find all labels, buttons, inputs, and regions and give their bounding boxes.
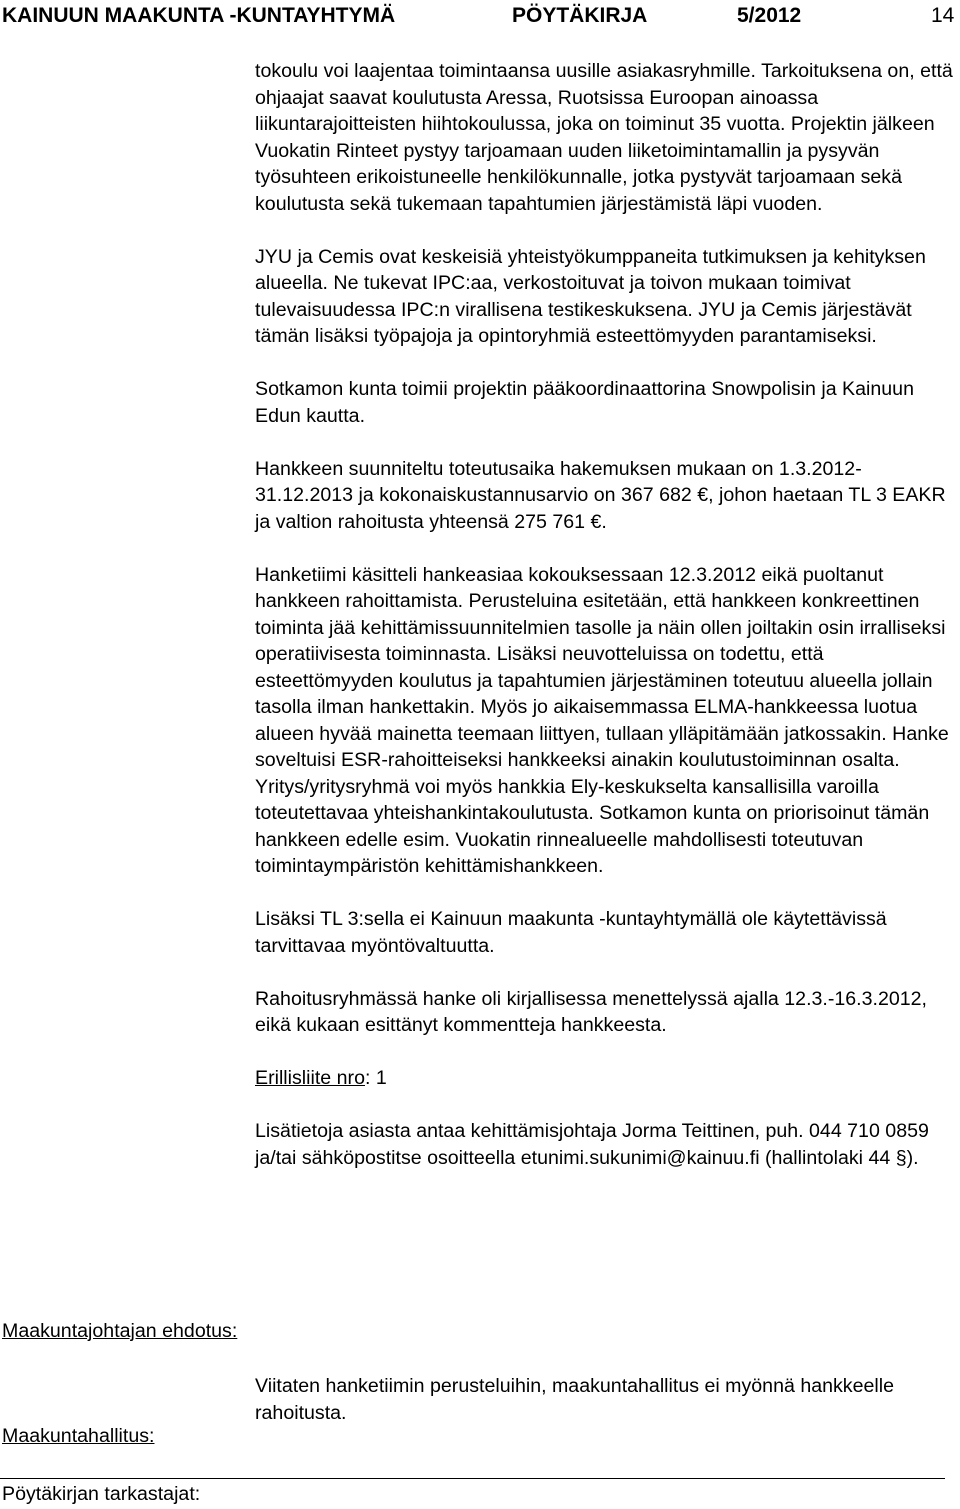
- paragraph-proposal: Viitaten hanketiimin perusteluihin, maakuntahallitus ei myönnä hankkeelle rahoitusta.: [255, 1375, 894, 1424]
- paragraph-authorization: Lisäksi TL 3:sella ei Kainuun maakunta -kuntayhtymällä ole käytettävissä tarvittavaa myöntövaltuutta.: [255, 908, 887, 957]
- label-director-proposal: Maakuntajohtajan ehdotus:: [2, 1320, 238, 1342]
- attachment-line: [255, 1065, 958, 1092]
- divider-line: [0, 1478, 945, 1479]
- paragraph-partners: JYU ja Cemis ovat keskeisiä yhteistyökumppaneita tutkimuksen ja kehityksen alueella. Ne tukevat IPC:aa, verkostoituvat ja toivon mukaan toimivat tulevaisuudessa IPC:n virallisena testikeskuksena. JYU ja Cemis järjestävät tämän lisäksi työpajoja ja opintoryhmiä esteettömyyden parantamiseksi.: [255, 245, 926, 347]
- document-type: PÖYTÄKIRJA: [512, 4, 648, 27]
- document-body: [255, 58, 958, 1171]
- label-minutes-reviewers: Pöytäkirjan tarkastajat:: [2, 1483, 201, 1505]
- document-number: 5/2012: [737, 4, 802, 27]
- label-regional-board: Maakuntahallitus:: [2, 1425, 155, 1447]
- page-header: [0, 0, 960, 30]
- paragraph-team-review: Hanketiimi käsitteli hankeasiaa kokouksessaan 12.3.2012 eikä puoltanut hankkeen rahoittamista. Perusteluina esitetään, että hankkeen konkreettinen toiminta jää kehittämissuunnitelmien tasolle ja näin ollen joiltakin osin irralliseksi operatiivisesta toiminnasta. Lisäksi neuvotteluissa on todettu, että esteettömyyden koulutus ja tapahtumien järjestäminen toteutuu alueella jollain tasolla ilman hankettakin. Myös jo aikaisemmassa ELMA-hankkeessa luotua alueen hyvää mainetta teemaan liittyen, tullaan ylläpitämään jatkossakin. Hanke soveltuisi ESR-rahoitteiseksi hankkeeksi ainakin koulutustoiminnan osalta. Yritys/yritysryhmä voi myös hankkia Ely-keskukselta kansallisilla varoilla toteutettavaa yhteishankintakoulutusta. Sotkamon kunta on priorisoinut tämän hankkeen edelle esim. Vuokatin rinnealueelle mahdollisesti toteutuvan toimintaympäristön kehittämishankkeen.: [255, 563, 949, 877]
- paragraph-project-description: tokoulu voi laajentaa toimintaansa uusille asiakasryhmille. Tarkoituksena on, että ohjaajat saavat koulutusta Aressa, Ruotsissa Euroopan ainoassa liikuntarajoitteisten hiihtokoulussa, joka on toiminut 35 vuotta. Projektin jälkeen Vuokatin Rinteet pystyy tarjoamaan uuden liiketoimintamallin ja pysyvän työsuhteen erikoistuneelle henkilökunnalle, jotka pystyvät tarjoamaan sekä koulutusta sekä tukemaan tapahtumien järjestämistä läpi vuoden.: [255, 60, 953, 215]
- attachment-number: 1: [375, 1067, 387, 1089]
- attachment-label: Erillisliite nro: [255, 1067, 365, 1089]
- attachment-separator: :: [364, 1067, 376, 1089]
- page-number: 14: [931, 4, 955, 27]
- paragraph-schedule-budget: Hankkeen suunniteltu toteutusaika hakemuksen mukaan on 1.3.2012-31.12.2013 ja kokonaiskustannusarvio on 367 682 €, johon haetaan TL 3 EAKR ja valtion rahoitusta yhteensä 275 761 €.: [255, 457, 946, 533]
- paragraph-funding-group: Rahoitusryhmässä hanke oli kirjallisessa menettelyssä ajalla 12.3.-16.3.2012, eikä kukaan esittänyt kommentteja hankkeesta.: [255, 987, 927, 1036]
- organization-name: KAINUUN MAAKUNTA -KUNTAYHTYMÄ: [2, 4, 396, 27]
- paragraph-coordinator: Sotkamon kunta toimii projektin pääkoordinaattorina Snowpolisin ja Kainuun Edun kautta.: [255, 378, 914, 427]
- paragraph-contact-info: Lisätietoja asiasta antaa kehittämisjohtaja Jorma Teittinen, puh. 044 710 0859 ja/tai sähköpostitse osoitteella etunimi.sukunimi@kainuu.fi (hallintolaki 44 §).: [255, 1120, 929, 1169]
